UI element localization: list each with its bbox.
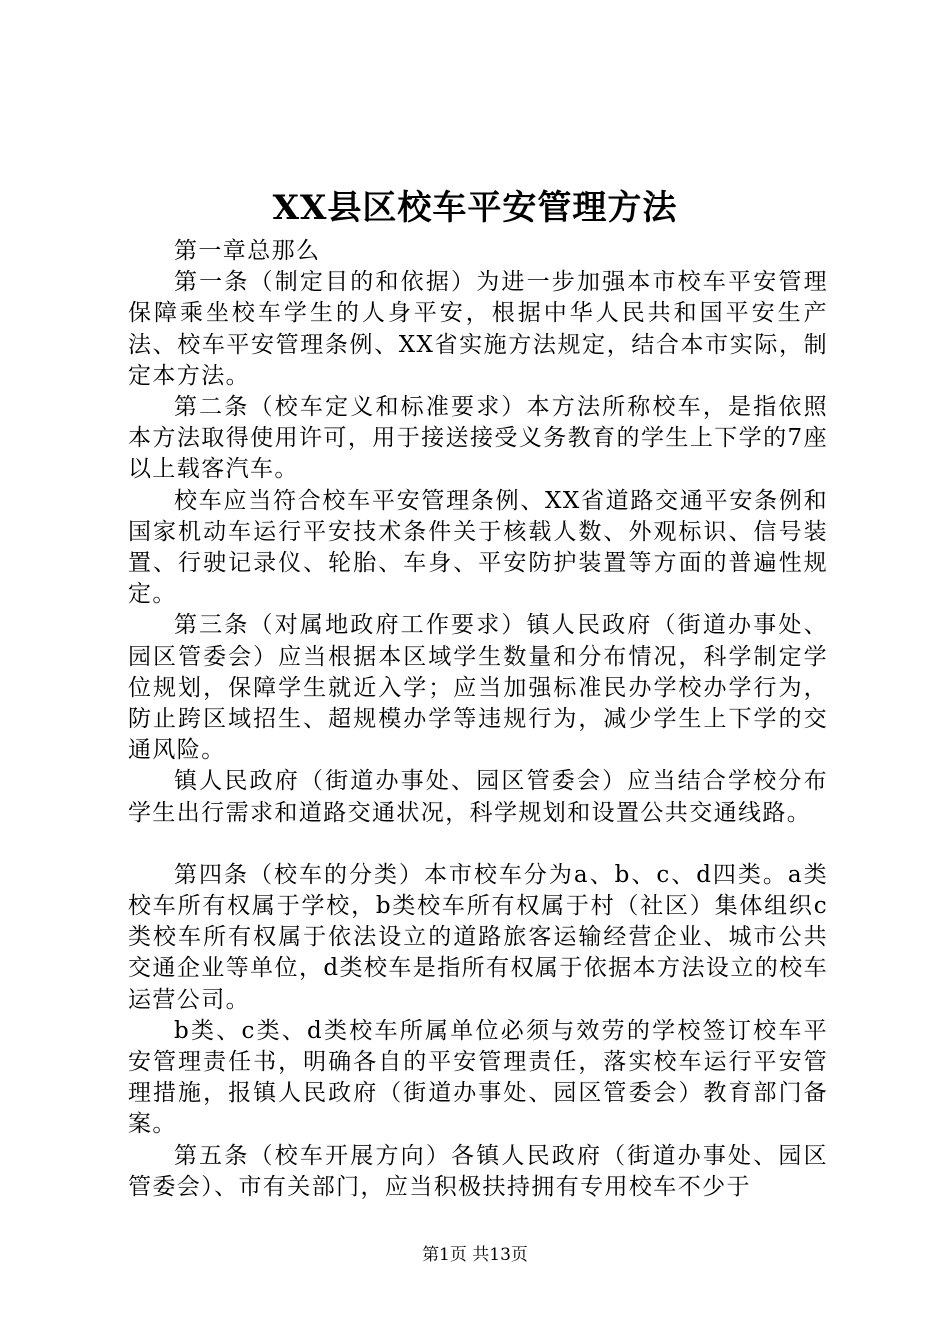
article-2-paragraph: 第二条（校车定义和标准要求）本方法所称校车，是指依照本方法取得使用许可，用于接送接受义务教育的学生上下学的7座以上载客汽车。 [128,394,828,483]
chapter-heading: 第一章总那么 [174,238,321,264]
page-number-footer: 第1页 共13页 [422,1245,528,1265]
article-4-responsibility-paragraph: b类、c类、d类校车所属单位必须与效劳的学校签订校车平安管理责任书，明确各自的平安管理责任，落实校车运行平安管理措施，报镇人民政府（街道办事处、园区管委会）教育部门备案。 [128,1017,828,1138]
article-5-paragraph: 第五条（校车开展方向）各镇人民政府（街道办事处、园区管委会）、市有关部门，应当积极扶持拥有专用校车不少于 [128,1142,828,1200]
document-title: XX县区校车平安管理方法 [272,188,678,228]
article-3-paragraph: 第三条（对属地政府工作要求）镇人民政府（街道办事处、园区管委会）应当根据本区域学生数量和分布情况，科学制定学位规划，保障学生就近入学；应当加强标准民办学校办学行为，防止跨区域招生、超规模办学等违规行为，减少学生上下学的交通风险。 [128,612,828,764]
document-body [128,236,828,1203]
article-1-paragraph: 第一条（制定目的和依据）为进一步加强本市校车平安管理保障乘坐校车学生的人身平安，根据中华人民共和国平安生产法、校车平安管理条例、XX省实施方法规定，结合本市实际，制定本方法。 [128,269,828,389]
article-3-transit-paragraph: 镇人民政府（街道办事处、园区管委会）应当结合学校分布学生出行需求和道路交通状况，科学规划和设置公共交通线路。 [128,768,828,826]
article-4-paragraph: 第四条（校车的分类）本市校车分为a、b、c、d四类。a类校车所有权属于学校，b类校车所有权属于村（社区）集体组织c类校车所有权属于依法设立的道路旅客运输经营企业、城市公共交通企业等单位，d类校车是指所有权属于依据本方法设立的校车运营公司。 [128,861,828,1013]
article-2-requirements-paragraph: 校车应当符合校车平安管理条例、XX省道路交通平安条例和国家机动车运行平安技术条件关于核载人数、外观标识、信号装置、行驶记录仪、轮胎、车身、平安防护装置等方面的普遍性规定。 [128,487,828,608]
